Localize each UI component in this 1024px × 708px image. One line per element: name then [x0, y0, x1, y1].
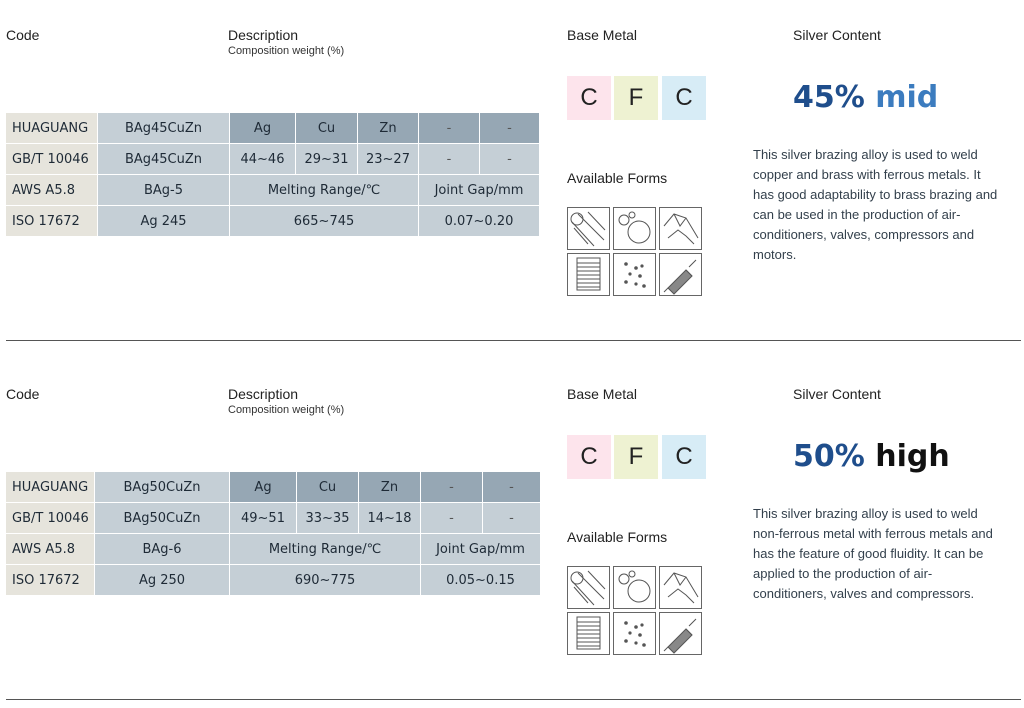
table-cell: - — [421, 472, 483, 503]
table-cell: Melting Range/℃ — [230, 534, 421, 565]
table-cell: Ag 250 — [95, 565, 230, 596]
table-cell: - — [480, 113, 540, 144]
silver-content-value — [793, 439, 950, 474]
base-metal-badge: C — [567, 435, 611, 479]
ring-icon — [613, 207, 656, 250]
table-cell: 29~31 — [296, 144, 358, 175]
table-cell: GB/T 10046 — [6, 144, 98, 175]
strip-roll-icon — [567, 253, 610, 296]
table-row — [6, 113, 540, 144]
silver-content-value — [793, 80, 938, 115]
code-header: Code — [6, 386, 40, 402]
forms-grid — [567, 566, 702, 655]
product-description: This silver brazing alloy is used to weld copper and brass with ferrous metals. It has good adaptability to brass brazing and can be used in the production of air-conditioners, valves, compressors and motors. — [753, 147, 998, 262]
paste-syringe-icon — [659, 253, 702, 296]
strip-roll-icon — [567, 612, 610, 655]
table-cell: 33~35 — [297, 503, 359, 534]
powder-icon — [613, 253, 656, 296]
available-forms-header: Available Forms — [567, 170, 668, 186]
table-cell: Zn — [358, 113, 419, 144]
section-divider — [6, 699, 1021, 700]
powder-icon — [613, 612, 656, 655]
table-row — [6, 534, 541, 565]
table-cell: BAg-5 — [98, 175, 230, 206]
table-cell: 690~775 — [230, 565, 421, 596]
table-cell: 49~51 — [230, 503, 297, 534]
table-row — [6, 565, 541, 596]
table-cell: Cu — [296, 113, 358, 144]
table-row — [6, 206, 540, 237]
silver-percent: 50% — [793, 439, 865, 474]
table-row — [6, 175, 540, 206]
base-metal-header: Base Metal — [567, 386, 638, 402]
product-description: This silver brazing alloy is used to weld non-ferrous metal with ferrous metals and has the feature of good fluidity. It can be applied to the production of air-conditioners, valves and compressors. — [753, 506, 993, 601]
silver-content-header: Silver Content — [793, 386, 881, 402]
table-cell: - — [419, 113, 480, 144]
section-divider — [6, 340, 1021, 341]
base-metal-badge: C — [662, 435, 706, 479]
paste-syringe-icon — [659, 612, 702, 655]
table-cell: - — [480, 144, 540, 175]
table-cell: - — [483, 503, 541, 534]
wire-coil-icon — [567, 207, 610, 250]
ring-icon — [613, 566, 656, 609]
table-cell: AWS A5.8 — [6, 175, 98, 206]
table-cell: HUAGUANG — [6, 113, 98, 144]
spec-table — [6, 472, 541, 596]
table-cell: HUAGUANG — [6, 472, 95, 503]
table-cell: BAg50CuZn — [95, 472, 230, 503]
base-metal-badge: F — [614, 435, 658, 479]
table-row — [6, 503, 541, 534]
composition-subheader: Composition weight (%) — [228, 404, 345, 416]
product-block-2 — [0, 359, 1024, 699]
preform-icon — [659, 566, 702, 609]
table-cell: Melting Range/℃ — [230, 175, 419, 206]
table-cell: 0.07~0.20 — [419, 206, 540, 237]
table-cell: Ag 245 — [98, 206, 230, 237]
available-forms-header: Available Forms — [567, 529, 668, 545]
table-cell: BAg45CuZn — [98, 144, 230, 175]
table-cell: AWS A5.8 — [6, 534, 95, 565]
wire-coil-icon — [567, 566, 610, 609]
silver-level: mid — [875, 80, 939, 115]
base-metal-header: Base Metal — [567, 27, 638, 43]
table-cell: BAg50CuZn — [95, 503, 230, 534]
silver-content-header: Silver Content — [793, 27, 881, 43]
base-metal-badge: C — [567, 76, 611, 120]
table-cell: ISO 17672 — [6, 565, 95, 596]
table-row — [6, 144, 540, 175]
spec-table — [6, 113, 540, 237]
forms-grid — [567, 207, 702, 296]
table-cell: BAg45CuZn — [98, 113, 230, 144]
product-block-1 — [0, 0, 1024, 340]
table-cell: Ag — [230, 472, 297, 503]
description-header: Description — [228, 27, 299, 43]
table-cell: ISO 17672 — [6, 206, 98, 237]
table-cell: - — [419, 144, 480, 175]
table-cell: - — [421, 503, 483, 534]
table-cell: - — [483, 472, 541, 503]
silver-percent: 45% — [793, 80, 865, 115]
description-header: Description — [228, 386, 299, 402]
table-cell: Zn — [359, 472, 421, 503]
table-cell: BAg-6 — [95, 534, 230, 565]
table-row — [6, 472, 541, 503]
table-cell: 0.05~0.15 — [421, 565, 541, 596]
code-header: Code — [6, 27, 40, 43]
preform-icon — [659, 207, 702, 250]
table-cell: Ag — [230, 113, 296, 144]
table-cell: GB/T 10046 — [6, 503, 95, 534]
table-cell: 14~18 — [359, 503, 421, 534]
table-cell: Cu — [297, 472, 359, 503]
base-metal-badge: C — [662, 76, 706, 120]
table-cell: 23~27 — [358, 144, 419, 175]
table-cell: 44~46 — [230, 144, 296, 175]
silver-level: high — [875, 439, 950, 474]
base-metal-badge: F — [614, 76, 658, 120]
table-cell: 665~745 — [230, 206, 419, 237]
composition-subheader: Composition weight (%) — [228, 45, 345, 57]
table-cell: Joint Gap/mm — [419, 175, 540, 206]
table-cell: Joint Gap/mm — [421, 534, 541, 565]
